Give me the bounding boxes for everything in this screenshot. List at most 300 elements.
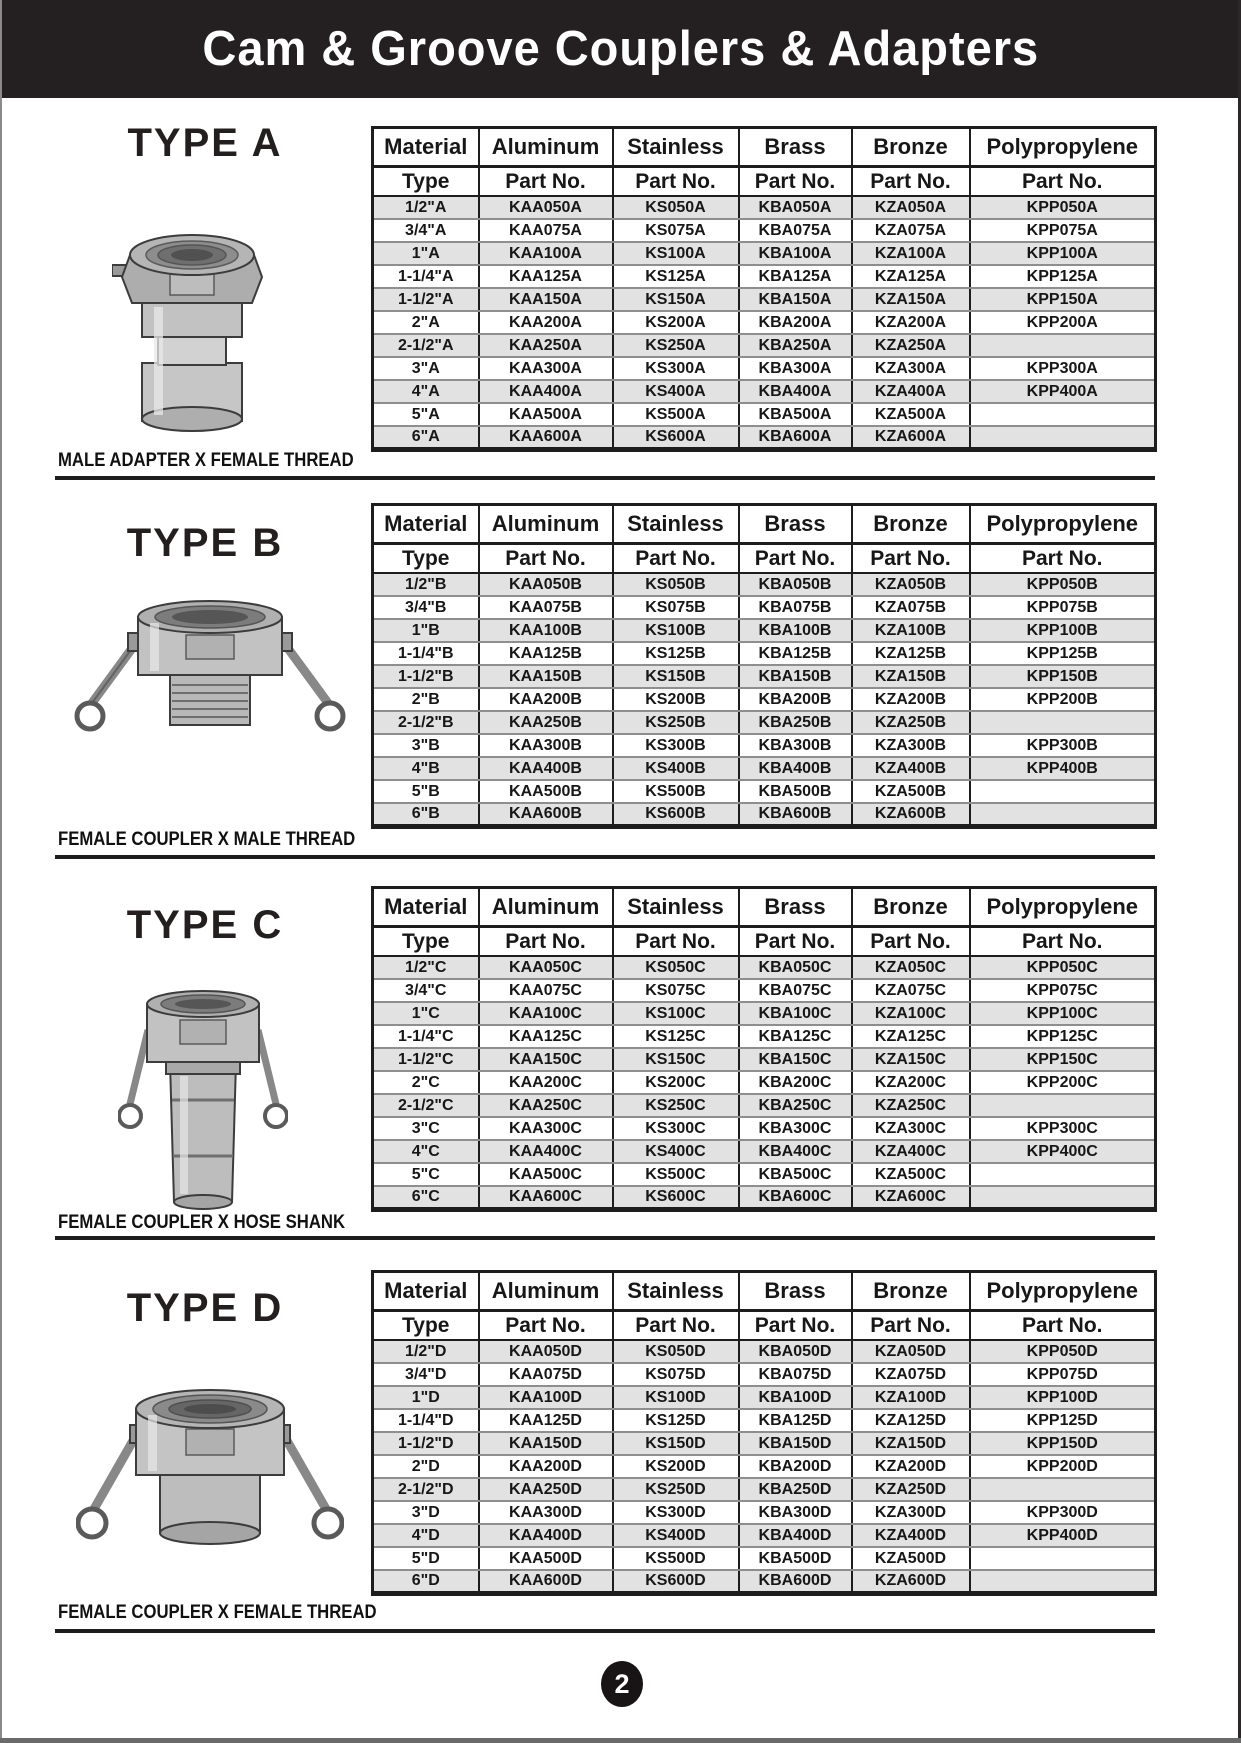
material-header-row	[373, 128, 1156, 167]
part-number-cell: KS400D	[613, 1524, 739, 1547]
part-number-cell	[970, 1478, 1156, 1501]
type-cell: 1"A	[373, 242, 479, 265]
table-row	[373, 1340, 1156, 1363]
material-stainless: Stainless	[613, 505, 739, 544]
part-number-cell: KS400B	[613, 757, 739, 780]
page-border-bottom	[0, 1738, 1241, 1743]
part-number-cell: KS100C	[613, 1002, 739, 1025]
table-row	[373, 665, 1156, 688]
part-number-cell: KBA100A	[739, 242, 852, 265]
part-number-cell: KBA250D	[739, 1478, 852, 1501]
table-row	[373, 1140, 1156, 1163]
part-number-cell: KS200C	[613, 1071, 739, 1094]
part-number-cell: KS150B	[613, 665, 739, 688]
part-number-cell: KZA300D	[852, 1501, 970, 1524]
part-number-cell	[970, 1163, 1156, 1186]
table-row	[373, 1363, 1156, 1386]
table-row	[373, 426, 1156, 449]
part-number-cell: KS050B	[613, 573, 739, 596]
part-number-cell: KS075B	[613, 596, 739, 619]
part-number-cell	[970, 1186, 1156, 1209]
type-cell: 5"A	[373, 403, 479, 426]
part-number-cell: KZA300A	[852, 357, 970, 380]
part-number-cell: KPP125A	[970, 265, 1156, 288]
part-number-cell: KPP075A	[970, 219, 1156, 242]
part-number-cell: KBA600B	[739, 803, 852, 826]
type-cell: 1-1/4"C	[373, 1025, 479, 1048]
part-number-cell: KZA075A	[852, 219, 970, 242]
page-title: Cam & Groove Couplers & Adapters	[202, 22, 1039, 76]
type-b-table	[371, 503, 1157, 829]
part-number-cell: KS600C	[613, 1186, 739, 1209]
part-number-cell: KPP300C	[970, 1117, 1156, 1140]
type-cell: 1/2"C	[373, 956, 479, 979]
table-row	[373, 1547, 1156, 1570]
part-number-cell: KPP150C	[970, 1048, 1156, 1071]
type-cell: 2-1/2"D	[373, 1478, 479, 1501]
type-header: Type	[373, 167, 479, 197]
part-number-cell: KBA150B	[739, 665, 852, 688]
part-number-cell: KAA400C	[479, 1140, 613, 1163]
part-number-cell: KPP200A	[970, 311, 1156, 334]
type-cell: 1-1/2"C	[373, 1048, 479, 1071]
table-row	[373, 1386, 1156, 1409]
part-number-cell: KAA500C	[479, 1163, 613, 1186]
table-row	[373, 1048, 1156, 1071]
part-number-cell: KZA050B	[852, 573, 970, 596]
part-number-cell: KZA125C	[852, 1025, 970, 1048]
part-number-cell: KAA500D	[479, 1547, 613, 1570]
part-number-cell: KS200A	[613, 311, 739, 334]
part-number-cell	[970, 803, 1156, 826]
material-header-row	[373, 505, 1156, 544]
part-number-cell: KBA075A	[739, 219, 852, 242]
part-number-cell: KZA250A	[852, 334, 970, 357]
part-number-cell: KAA150C	[479, 1048, 613, 1071]
part-number-cell: KBA125B	[739, 642, 852, 665]
part-number-cell: KZA200A	[852, 311, 970, 334]
part-number-cell: KS100D	[613, 1386, 739, 1409]
part-number-cell	[970, 426, 1156, 449]
type-cell: 6"C	[373, 1186, 479, 1209]
type-cell: 3/4"A	[373, 219, 479, 242]
part-number-cell: KZA600D	[852, 1570, 970, 1593]
part-number-cell: KBA400A	[739, 380, 852, 403]
table-row	[373, 311, 1156, 334]
part-number-cell: KAA300D	[479, 1501, 613, 1524]
table-row	[373, 334, 1156, 357]
material-bronze: Bronze	[852, 1272, 970, 1311]
part-no-header: Part No.	[852, 927, 970, 957]
table-row	[373, 1186, 1156, 1209]
page-number: 2	[614, 1668, 630, 1699]
part-number-cell: KAA600A	[479, 426, 613, 449]
part-number-cell: KZA125B	[852, 642, 970, 665]
part-number-cell: KPP400B	[970, 757, 1156, 780]
part-no-header-row	[373, 927, 1156, 957]
part-number-cell: KBA050A	[739, 196, 852, 219]
table-row	[373, 573, 1156, 596]
type-d-table	[371, 1270, 1157, 1596]
material-header-row	[373, 888, 1156, 927]
part-number-cell: KBA300A	[739, 357, 852, 380]
type-cell: 1"D	[373, 1386, 479, 1409]
part-number-cell: KZA125D	[852, 1409, 970, 1432]
part-number-cell: KAA125A	[479, 265, 613, 288]
material-polypropylene: Polypropylene	[970, 505, 1156, 544]
part-number-cell: KBA200B	[739, 688, 852, 711]
part-number-cell: KBA600A	[739, 426, 852, 449]
part-number-cell: KBA300B	[739, 734, 852, 757]
part-no-header: Part No.	[479, 927, 613, 957]
part-number-cell: KS125A	[613, 265, 739, 288]
part-number-cell: KBA300D	[739, 1501, 852, 1524]
part-no-header: Part No.	[852, 544, 970, 574]
part-number-cell	[970, 1570, 1156, 1593]
table-row	[373, 780, 1156, 803]
part-number-cell	[970, 334, 1156, 357]
part-number-cell: KZA050A	[852, 196, 970, 219]
part-number-cell: KBA100D	[739, 1386, 852, 1409]
part-number-cell: KPP300A	[970, 357, 1156, 380]
part-no-header-row	[373, 167, 1156, 197]
material-bronze: Bronze	[852, 888, 970, 927]
part-number-cell: KAA075C	[479, 979, 613, 1002]
section-heading-type-c: TYPE C	[126, 903, 284, 947]
part-number-cell: KZA250B	[852, 711, 970, 734]
material-stainless: Stainless	[613, 888, 739, 927]
part-number-cell: KZA500A	[852, 403, 970, 426]
part-number-cell: KS200B	[613, 688, 739, 711]
part-number-cell: KZA050D	[852, 1340, 970, 1363]
part-number-cell: KPP050C	[970, 956, 1156, 979]
part-number-cell: KAA100C	[479, 1002, 613, 1025]
table-row	[373, 1478, 1156, 1501]
part-number-cell: KS400A	[613, 380, 739, 403]
part-number-cell: KAA500B	[479, 780, 613, 803]
section-heading-type-b: TYPE B	[126, 521, 284, 565]
part-number-cell: KAA300B	[479, 734, 613, 757]
type-cell: 2-1/2"B	[373, 711, 479, 734]
part-number-cell: KS600D	[613, 1570, 739, 1593]
part-number-cell: KPP300D	[970, 1501, 1156, 1524]
type-cell: 3/4"B	[373, 596, 479, 619]
part-number-cell: KAA050A	[479, 196, 613, 219]
material-aluminum: Aluminum	[479, 1272, 613, 1311]
section-heading-type-d: TYPE D	[126, 1286, 284, 1330]
table-row	[373, 688, 1156, 711]
part-number-cell: KS150D	[613, 1432, 739, 1455]
table-row	[373, 242, 1156, 265]
part-number-cell: KZA200B	[852, 688, 970, 711]
part-number-cell: KAA600D	[479, 1570, 613, 1593]
section-divider-b	[55, 855, 1155, 859]
part-number-cell: KAA100B	[479, 619, 613, 642]
part-no-header: Part No.	[852, 167, 970, 197]
table-row	[373, 1432, 1156, 1455]
part-number-cell: KBA400C	[739, 1140, 852, 1163]
part-number-cell: KAA300A	[479, 357, 613, 380]
part-number-cell: KBA050C	[739, 956, 852, 979]
section-caption-type-b: FEMALE COUPLER X MALE THREAD	[58, 829, 356, 850]
part-number-cell: KBA400B	[739, 757, 852, 780]
type-cell: 1-1/4"B	[373, 642, 479, 665]
table-row	[373, 1455, 1156, 1478]
part-number-cell: KAA300C	[479, 1117, 613, 1140]
part-number-cell: KBA500C	[739, 1163, 852, 1186]
part-number-cell: KBA250A	[739, 334, 852, 357]
part-no-header: Part No.	[852, 1311, 970, 1341]
part-number-cell: KAA600C	[479, 1186, 613, 1209]
part-no-header: Part No.	[613, 544, 739, 574]
part-no-header: Part No.	[739, 167, 852, 197]
part-number-cell: KAA400D	[479, 1524, 613, 1547]
material-brass: Brass	[739, 505, 852, 544]
part-number-cell: KPP125D	[970, 1409, 1156, 1432]
type-cell: 3"D	[373, 1501, 479, 1524]
part-number-cell: KZA250C	[852, 1094, 970, 1117]
type-cell: 1-1/4"A	[373, 265, 479, 288]
part-number-cell: KS500D	[613, 1547, 739, 1570]
part-number-cell: KS250A	[613, 334, 739, 357]
part-number-cell: KS050C	[613, 956, 739, 979]
table-row	[373, 1409, 1156, 1432]
part-number-cell: KPP200D	[970, 1455, 1156, 1478]
part-number-cell: KZA125A	[852, 265, 970, 288]
part-number-cell: KAA200B	[479, 688, 613, 711]
part-number-cell: KPP150B	[970, 665, 1156, 688]
table-row	[373, 1071, 1156, 1094]
type-cell: 3"A	[373, 357, 479, 380]
table-row	[373, 1117, 1156, 1140]
page-number-badge	[601, 1661, 643, 1707]
part-number-cell: KBA200D	[739, 1455, 852, 1478]
part-number-cell: KZA600B	[852, 803, 970, 826]
part-number-cell: KZA100D	[852, 1386, 970, 1409]
part-number-cell: KZA600A	[852, 426, 970, 449]
material-brass: Brass	[739, 888, 852, 927]
page-header-bar	[0, 0, 1241, 98]
part-number-cell: KBA600C	[739, 1186, 852, 1209]
part-number-cell: KPP100C	[970, 1002, 1156, 1025]
part-number-cell: KS250B	[613, 711, 739, 734]
part-number-cell: KBA400D	[739, 1524, 852, 1547]
part-number-cell: KPP050B	[970, 573, 1156, 596]
type-cell: 6"B	[373, 803, 479, 826]
part-number-cell: KAA100D	[479, 1386, 613, 1409]
part-number-cell: KZA400C	[852, 1140, 970, 1163]
part-number-cell: KS100B	[613, 619, 739, 642]
type-cell: 2"B	[373, 688, 479, 711]
part-number-cell: KPP150A	[970, 288, 1156, 311]
type-cell: 6"D	[373, 1570, 479, 1593]
section-divider-c	[55, 1236, 1155, 1240]
section-caption-type-c: FEMALE COUPLER X HOSE SHANK	[58, 1212, 346, 1233]
part-number-cell: KZA200D	[852, 1455, 970, 1478]
type-header: Type	[373, 544, 479, 574]
part-number-cell: KBA125A	[739, 265, 852, 288]
part-number-cell: KPP050A	[970, 196, 1156, 219]
part-no-header: Part No.	[613, 1311, 739, 1341]
material-header: Material	[373, 505, 479, 544]
part-number-cell: KAA150D	[479, 1432, 613, 1455]
section-heading-type-a: TYPE A	[127, 121, 283, 165]
part-number-cell: KZA500B	[852, 780, 970, 803]
male-adapter-female-thread-photo	[112, 216, 272, 446]
material-aluminum: Aluminum	[479, 888, 613, 927]
part-number-cell: KS125C	[613, 1025, 739, 1048]
type-cell: 1-1/4"D	[373, 1409, 479, 1432]
part-number-cell: KBA125D	[739, 1409, 852, 1432]
part-number-cell: KS050D	[613, 1340, 739, 1363]
part-number-cell: KBA250B	[739, 711, 852, 734]
type-cell: 2-1/2"C	[373, 1094, 479, 1117]
part-number-cell: KS500C	[613, 1163, 739, 1186]
part-no-header: Part No.	[970, 1311, 1156, 1341]
part-number-cell: KS050A	[613, 196, 739, 219]
part-number-cell: KZA600C	[852, 1186, 970, 1209]
part-number-cell: KBA300C	[739, 1117, 852, 1140]
part-number-cell: KBA100B	[739, 619, 852, 642]
part-number-cell: KS125B	[613, 642, 739, 665]
type-cell: 1"B	[373, 619, 479, 642]
part-number-cell: KAA200C	[479, 1071, 613, 1094]
material-bronze: Bronze	[852, 505, 970, 544]
part-number-cell: KAA075D	[479, 1363, 613, 1386]
part-number-cell: KAA100A	[479, 242, 613, 265]
part-number-cell: KS150C	[613, 1048, 739, 1071]
part-number-cell: KPP125B	[970, 642, 1156, 665]
part-number-cell: KZA100B	[852, 619, 970, 642]
part-number-cell: KBA150C	[739, 1048, 852, 1071]
table-row	[373, 219, 1156, 242]
part-no-header: Part No.	[739, 1311, 852, 1341]
part-number-cell: KPP100A	[970, 242, 1156, 265]
type-cell: 2"A	[373, 311, 479, 334]
table-row	[373, 757, 1156, 780]
part-number-cell: KBA200C	[739, 1071, 852, 1094]
type-cell: 5"B	[373, 780, 479, 803]
part-number-cell: KAA400B	[479, 757, 613, 780]
table-row	[373, 403, 1156, 426]
type-cell: 2-1/2"A	[373, 334, 479, 357]
section-caption-type-d: FEMALE COUPLER X FEMALE THREAD	[58, 1602, 377, 1623]
type-cell: 3/4"D	[373, 1363, 479, 1386]
female-coupler-female-thread-photo	[76, 1380, 344, 1558]
table-row	[373, 1163, 1156, 1186]
part-number-cell: KPP075D	[970, 1363, 1156, 1386]
part-number-cell: KAA050C	[479, 956, 613, 979]
material-polypropylene: Polypropylene	[970, 1272, 1156, 1311]
table-row	[373, 1524, 1156, 1547]
type-cell: 3/4"C	[373, 979, 479, 1002]
part-number-cell: KS250D	[613, 1478, 739, 1501]
part-number-cell: KAA050D	[479, 1340, 613, 1363]
part-number-cell: KPP200B	[970, 688, 1156, 711]
part-no-header: Part No.	[613, 927, 739, 957]
part-no-header: Part No.	[479, 167, 613, 197]
part-number-cell: KZA100C	[852, 1002, 970, 1025]
part-number-cell: KS500A	[613, 403, 739, 426]
table-row	[373, 711, 1156, 734]
part-no-header: Part No.	[479, 544, 613, 574]
type-cell: 1/2"D	[373, 1340, 479, 1363]
material-header: Material	[373, 1272, 479, 1311]
type-cell: 2"C	[373, 1071, 479, 1094]
part-number-cell: KZA200C	[852, 1071, 970, 1094]
material-polypropylene: Polypropylene	[970, 888, 1156, 927]
part-number-cell: KBA050D	[739, 1340, 852, 1363]
type-cell: 5"D	[373, 1547, 479, 1570]
part-number-cell: KBA250C	[739, 1094, 852, 1117]
part-number-cell: KAA250C	[479, 1094, 613, 1117]
table-row	[373, 1094, 1156, 1117]
part-number-cell: KS300B	[613, 734, 739, 757]
table-row	[373, 803, 1156, 826]
table-row	[373, 619, 1156, 642]
part-number-cell: KS500B	[613, 780, 739, 803]
part-number-cell: KPP100D	[970, 1386, 1156, 1409]
part-number-cell: KS100A	[613, 242, 739, 265]
material-header: Material	[373, 128, 479, 167]
type-cell: 1-1/2"B	[373, 665, 479, 688]
table-row	[373, 1025, 1156, 1048]
part-number-cell: KAA075A	[479, 219, 613, 242]
table-row	[373, 1002, 1156, 1025]
part-number-cell: KS075D	[613, 1363, 739, 1386]
part-no-header-row	[373, 1311, 1156, 1341]
part-number-cell: KAA075B	[479, 596, 613, 619]
part-number-cell: KS150A	[613, 288, 739, 311]
type-a-table	[371, 126, 1157, 452]
table-row	[373, 956, 1156, 979]
female-coupler-hose-shank-photo	[118, 983, 288, 1217]
part-number-cell: KBA050B	[739, 573, 852, 596]
part-number-cell: KZA075C	[852, 979, 970, 1002]
type-cell: 1-1/2"D	[373, 1432, 479, 1455]
type-c-table	[371, 886, 1157, 1212]
part-no-header: Part No.	[479, 1311, 613, 1341]
type-cell: 4"D	[373, 1524, 479, 1547]
section-caption-type-a: MALE ADAPTER X FEMALE THREAD	[58, 450, 354, 471]
part-number-cell: KBA600D	[739, 1570, 852, 1593]
part-number-cell: KPP100B	[970, 619, 1156, 642]
part-number-cell: KAA150A	[479, 288, 613, 311]
part-number-cell: KZA500D	[852, 1547, 970, 1570]
part-number-cell: KZA300C	[852, 1117, 970, 1140]
part-number-cell: KZA400A	[852, 380, 970, 403]
part-number-cell: KZA075B	[852, 596, 970, 619]
type-cell: 1/2"B	[373, 573, 479, 596]
part-number-cell: KAA200D	[479, 1455, 613, 1478]
table-row	[373, 380, 1156, 403]
part-number-cell: KZA300B	[852, 734, 970, 757]
part-number-cell: KS600A	[613, 426, 739, 449]
table-row	[373, 265, 1156, 288]
type-cell: 4"C	[373, 1140, 479, 1163]
material-bronze: Bronze	[852, 128, 970, 167]
part-number-cell: KAA250D	[479, 1478, 613, 1501]
part-number-cell	[970, 780, 1156, 803]
type-header: Type	[373, 1311, 479, 1341]
part-number-cell: KS200D	[613, 1455, 739, 1478]
part-number-cell: KAA200A	[479, 311, 613, 334]
material-brass: Brass	[739, 1272, 852, 1311]
female-coupler-male-thread-photo	[72, 594, 348, 746]
part-number-cell: KZA100A	[852, 242, 970, 265]
material-header: Material	[373, 888, 479, 927]
part-number-cell: KPP400C	[970, 1140, 1156, 1163]
